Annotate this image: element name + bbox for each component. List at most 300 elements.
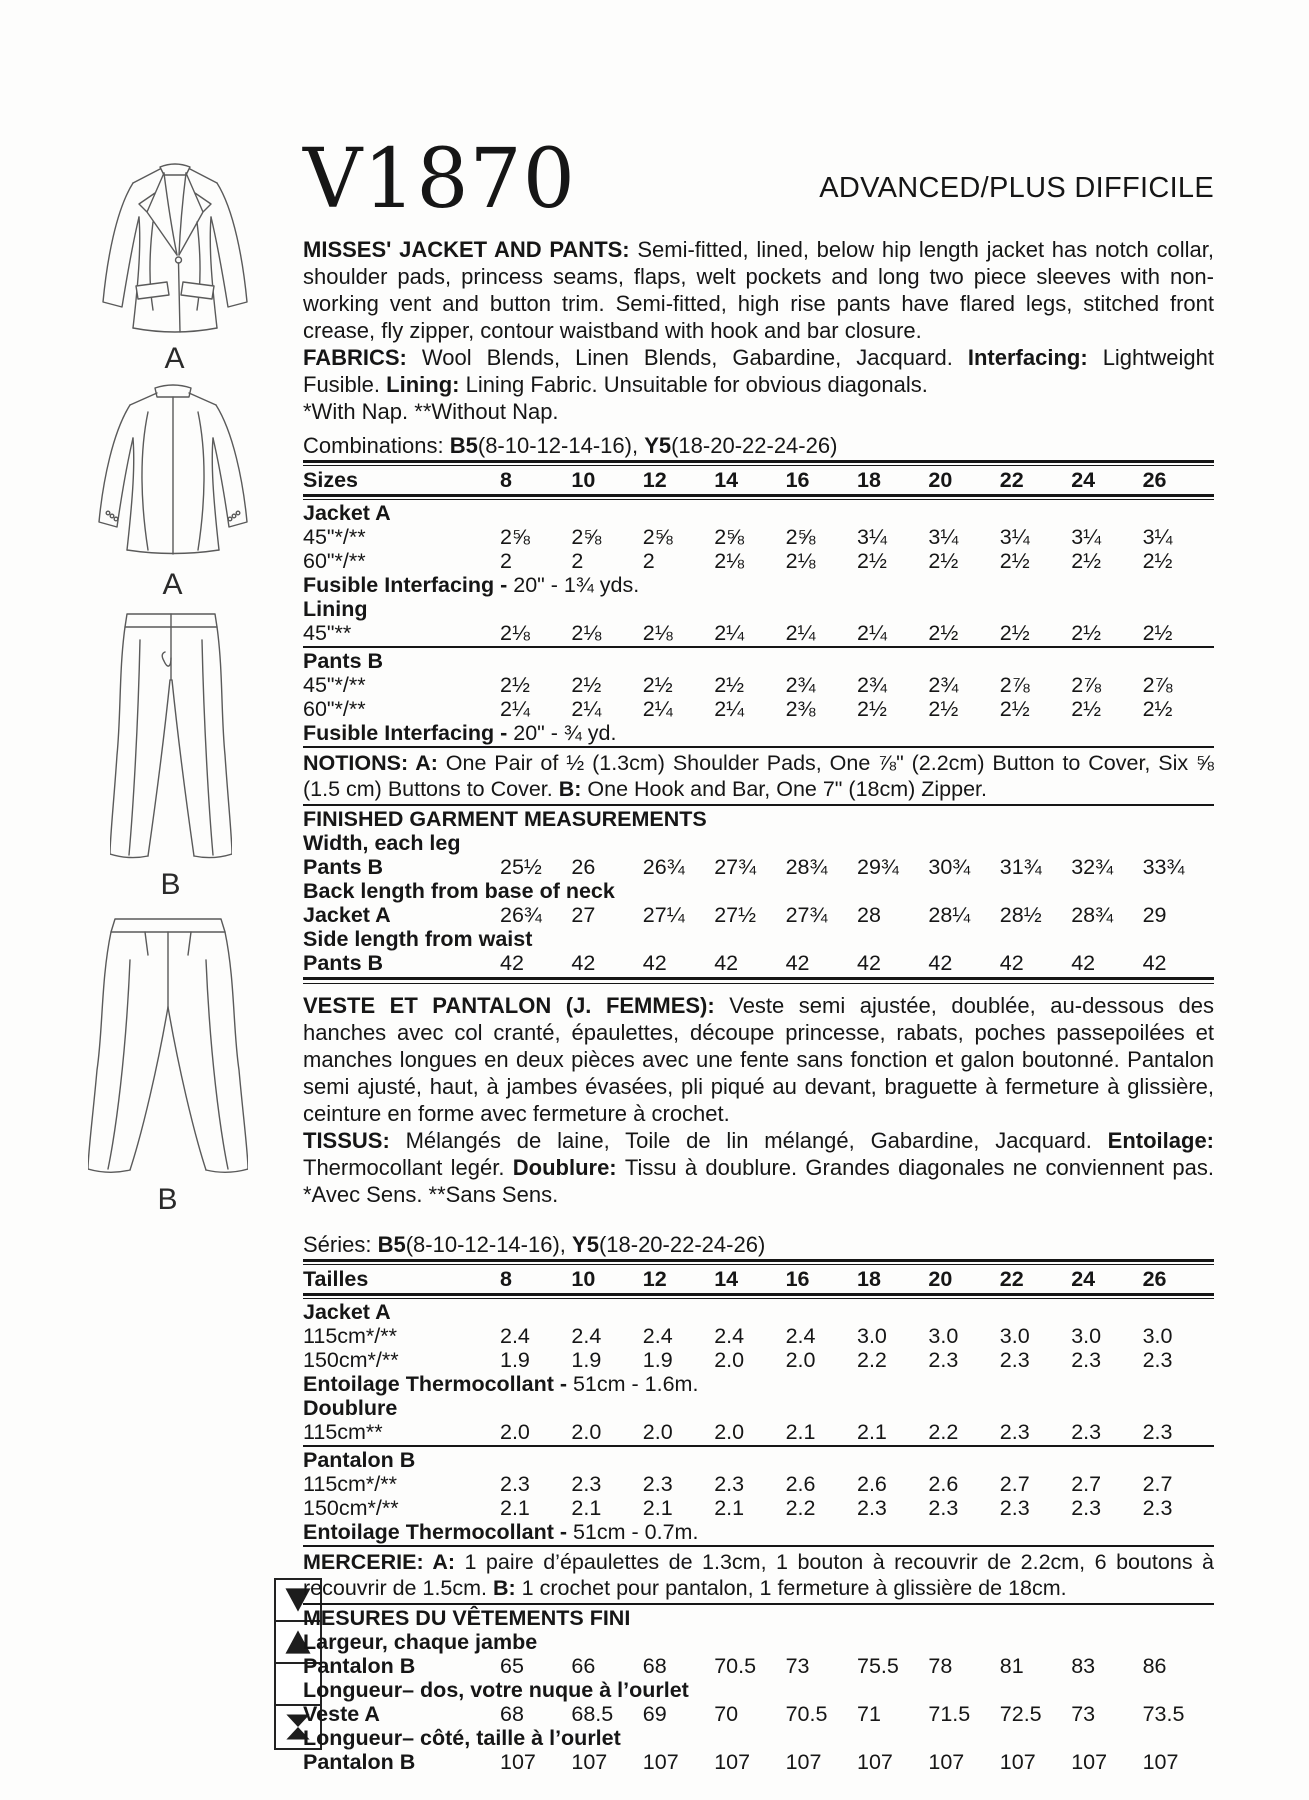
table-section-label [303, 1448, 1214, 1472]
cell-value: 2.0 [642, 1420, 673, 1444]
cell-value: 2⅝ [785, 525, 816, 549]
divider-heavy [303, 977, 1214, 984]
cell-value: 2⅛ [714, 549, 745, 573]
cell-value: 2¾ [857, 673, 887, 697]
cell-value: 27¾ [785, 903, 828, 927]
bold-text: Entoilage Thermocollant - [303, 1520, 573, 1544]
table-rule [303, 460, 1214, 466]
cell-value: 42 [857, 951, 881, 975]
cell-value: 25½ [500, 855, 542, 879]
cell-value: 2⅝ [642, 525, 673, 549]
cell-value: 27½ [714, 903, 757, 927]
bold-text: Fusible Interfacing - [303, 573, 514, 597]
cell-value: 107 [571, 1750, 608, 1774]
text: 1 crochet pour pantalon, 1 fermeture à glissière de 18cm. [521, 1576, 1067, 1600]
text: Lightweight Fusible. [303, 345, 1214, 397]
notions-paragraph [303, 749, 1214, 803]
cell-value: 2½ [714, 673, 745, 697]
divider [303, 804, 1214, 806]
cell-value: 2.2 [785, 1496, 816, 1520]
cell-value: 26 [571, 855, 596, 879]
cell-value: 3.0 [1142, 1324, 1173, 1348]
row-label: 45"** [303, 621, 352, 645]
bold-text: TISSUS: [303, 1128, 406, 1153]
text: Combinations: [303, 433, 450, 458]
cell-value: 2½ [928, 697, 959, 721]
jacket-front-illustration [100, 160, 250, 375]
cell-value: 42 [785, 951, 810, 975]
table-row [303, 697, 1214, 721]
cell-value: 2 [642, 549, 655, 573]
table-row [303, 1324, 1214, 1348]
cell-value: 2⅝ [571, 525, 602, 549]
text: (8-10-12-14-16), [477, 433, 645, 458]
table-row [303, 1420, 1214, 1444]
cell-value: 42 [928, 951, 953, 975]
table-section-label [303, 501, 1214, 525]
cell-value: 42 [500, 951, 524, 975]
table-note [303, 1372, 1214, 1396]
cell-value: 18 [857, 1267, 881, 1291]
table-rule [303, 494, 1214, 500]
cell-value: 3.0 [857, 1324, 887, 1348]
cell-value: 2.4 [500, 1324, 530, 1348]
divider [303, 746, 1214, 748]
table-section-label [303, 649, 1214, 673]
cell-value: 2⅞ [1071, 673, 1102, 697]
table-row [303, 549, 1214, 573]
bold-text: MISSES' JACKET AND PANTS: [303, 237, 638, 262]
row-label: Tailles [303, 1267, 369, 1291]
cell-value: 3.0 [928, 1324, 959, 1348]
table-row [303, 1750, 1214, 1774]
table-row [303, 1348, 1214, 1372]
cell-value: 73 [785, 1654, 810, 1678]
bold-text: Doublure: [512, 1155, 625, 1180]
row-label: Sizes [303, 468, 358, 492]
cell-value: 2⅝ [714, 525, 745, 549]
cell-value: 2.3 [642, 1472, 673, 1496]
cell-value: 10 [571, 1267, 596, 1291]
row-label: 60"*/** [303, 549, 366, 573]
cell-value: 2.1 [500, 1496, 530, 1520]
cell-value: 42 [714, 951, 739, 975]
table-row [303, 903, 1214, 927]
row-label: Longueur– dos, votre nuque à l’ourlet [303, 1678, 689, 1702]
cell-value: 107 [857, 1750, 893, 1774]
cell-value: 81 [999, 1654, 1024, 1678]
table-note [303, 573, 1214, 597]
cell-value: 16 [785, 1267, 810, 1291]
cell-value: 3¼ [857, 525, 887, 549]
difficulty-level: ADVANCED/PLUS DIFFICILE [819, 172, 1214, 204]
cell-value: 86 [1142, 1654, 1167, 1678]
cell-value: 2.2 [857, 1348, 887, 1372]
table-section-label [303, 927, 1214, 951]
cell-value: 73 [1071, 1702, 1096, 1726]
table-header-row [303, 467, 1214, 493]
cell-value: 107 [1142, 1750, 1179, 1774]
bold-text: NOTIONS: A: [303, 751, 446, 775]
cell-value: 70.5 [714, 1654, 757, 1678]
cell-value: 12 [642, 1267, 667, 1291]
cell-value: 2.4 [642, 1324, 673, 1348]
bold-text: Y5 [644, 433, 672, 458]
cell-value: 1.9 [642, 1348, 673, 1372]
text: One Pair of ½ (1.3cm) Shoulder Pads, One ⅞" (2.2cm) Button to Cover, Six ⅝ (1.5 cm) Buttons to Cover. [303, 751, 1214, 801]
row-label: Pantalon B [303, 1750, 416, 1774]
cell-value: 2.3 [999, 1496, 1030, 1520]
cell-value: 24 [1071, 1267, 1096, 1291]
text: 1 paire d’épaulettes de 1.3cm, 1 bouton à recouvrir de 2.2cm, 6 boutons à recouvrir de 1.5cm. [303, 1550, 1215, 1600]
cell-value: 2.3 [999, 1348, 1030, 1372]
cell-value: 2½ [1142, 549, 1173, 573]
cell-value: 28¾ [1071, 903, 1114, 927]
jacket-back-label: A [162, 568, 184, 601]
row-label: Largeur, chaque jambe [303, 1630, 538, 1654]
cell-value: 2.0 [500, 1420, 530, 1444]
row-label: Back length from base of neck [303, 879, 615, 903]
cell-value: 2.6 [928, 1472, 959, 1496]
text: (18-20-22-24-26) [598, 1232, 766, 1257]
cell-value: 2.3 [714, 1472, 745, 1496]
text: 20" - 1¾ yds. [513, 573, 640, 597]
table-row [303, 525, 1214, 549]
table-row [303, 673, 1214, 697]
cell-value: 27¼ [642, 903, 685, 927]
row-label: 150cm*/** [303, 1496, 399, 1520]
table-rule [303, 1445, 1214, 1447]
row-label: Doublure [303, 1396, 398, 1420]
cell-value: 42 [642, 951, 667, 975]
jacket-front-line-art [100, 160, 250, 335]
cell-value: 2½ [857, 697, 887, 721]
jacket-back-line-art [93, 380, 253, 558]
cell-value: 2.3 [999, 1420, 1030, 1444]
bold-text: Entoilage: [1107, 1128, 1215, 1153]
english-description [303, 236, 1214, 344]
table-rule [303, 646, 1214, 648]
cell-value: 42 [1071, 951, 1096, 975]
cell-value: 26¾ [642, 855, 685, 879]
row-label: 115cm** [303, 1420, 383, 1444]
cell-value: 2⅛ [785, 549, 816, 573]
cell-value: 1.9 [500, 1348, 530, 1372]
cell-value: 2¼ [571, 697, 602, 721]
cell-value: 27 [571, 903, 596, 927]
cell-value: 2½ [857, 549, 887, 573]
table-note [303, 1520, 1214, 1544]
cell-value: 2.4 [714, 1324, 745, 1348]
table-row [303, 1654, 1214, 1678]
cell-value: 26 [1142, 1267, 1167, 1291]
text: Mélangés de laine, Toile de lin mélangé, Gabardine, Jacquard. [405, 1128, 1108, 1153]
cell-value: 30¾ [928, 855, 971, 879]
cell-value: 2½ [928, 549, 959, 573]
cell-value: 71.5 [928, 1702, 971, 1726]
bold-text: Interfacing: [967, 345, 1103, 370]
cell-value: 2⅛ [571, 621, 602, 645]
cell-value: 107 [714, 1750, 751, 1774]
cell-value: 2.0 [714, 1420, 745, 1444]
cell-value: 3¼ [928, 525, 959, 549]
text: Séries: [303, 1232, 378, 1257]
table-section-label [303, 1396, 1214, 1420]
finished-measurements-table [303, 831, 1214, 975]
cell-value: 73.5 [1142, 1702, 1185, 1726]
cell-value: 26¾ [500, 903, 542, 927]
table-section-label [303, 1726, 1214, 1750]
table-section-label [303, 1678, 1214, 1702]
cell-value: 2¼ [785, 621, 816, 645]
table-row [303, 951, 1214, 975]
pants-back-illustration [88, 915, 248, 1215]
row-label: Pants B [303, 855, 384, 879]
french-tissus [303, 1127, 1214, 1208]
cell-value: 2½ [1142, 621, 1173, 645]
cell-value: 2.3 [1142, 1420, 1173, 1444]
bold-text: MERCERIE: A: [303, 1550, 465, 1574]
cell-value: 2⅛ [500, 621, 530, 645]
cell-value: 107 [642, 1750, 679, 1774]
cell-value: 72.5 [999, 1702, 1042, 1726]
cell-value: 29¾ [857, 855, 899, 879]
cell-value: 42 [999, 951, 1024, 975]
cell-value: 68 [500, 1702, 524, 1726]
bold-text: Y5 [572, 1232, 599, 1257]
table-row [303, 1496, 1214, 1520]
cell-value: 2.7 [999, 1472, 1030, 1496]
bold-text: FABRICS: [303, 345, 422, 370]
row-label: Veste A [303, 1702, 380, 1726]
cell-value: 2.3 [1071, 1420, 1102, 1444]
cell-value: 12 [642, 468, 667, 492]
cell-value: 2.1 [857, 1420, 887, 1444]
text: Tissu à doublure. Grandes diagonales ne conviennent pas. *Avec Sens. **Sans Sens. [303, 1155, 1214, 1207]
cell-value: 2.7 [1071, 1472, 1102, 1496]
english-fabrics [303, 344, 1214, 398]
cell-value: 2.4 [571, 1324, 602, 1348]
table-section-label [303, 831, 1214, 855]
row-label: Jacket A [303, 501, 391, 525]
table-note [303, 721, 1214, 745]
bold-text: Entoilage Thermocollant - [303, 1372, 573, 1396]
row-label: 150cm*/** [303, 1348, 399, 1372]
cell-value: 2.0 [571, 1420, 602, 1444]
divider [303, 1603, 1214, 1605]
series-line [303, 1232, 1214, 1258]
bold-text: B: [492, 1576, 522, 1600]
cell-value: 2 [571, 549, 584, 573]
cell-value: 65 [500, 1654, 524, 1678]
bold-text: B: [558, 777, 588, 801]
pants-back-label: B [157, 1183, 179, 1216]
table-section-label [303, 1300, 1214, 1324]
row-label: 60"*/** [303, 697, 366, 721]
pants-front-label: B [160, 868, 182, 901]
cell-value: 2¼ [642, 697, 673, 721]
cell-value: 2.3 [1071, 1348, 1102, 1372]
cell-value: 66 [571, 1654, 596, 1678]
table-row [303, 1702, 1214, 1726]
cell-value: 2⅞ [1142, 673, 1173, 697]
cell-value: 2¼ [714, 621, 745, 645]
cell-value: 68.5 [571, 1702, 614, 1726]
cell-value: 2½ [999, 549, 1030, 573]
cell-value: 31¾ [999, 855, 1042, 879]
cell-value: 2.7 [1142, 1472, 1173, 1496]
cell-value: 2½ [999, 697, 1030, 721]
combinations-line [303, 433, 1214, 459]
pants-front-line-art [110, 610, 232, 862]
cell-value: 2.3 [500, 1472, 530, 1496]
cell-value: 71 [857, 1702, 881, 1726]
row-label: Pantalon B [303, 1448, 416, 1472]
cell-value: 68 [642, 1654, 667, 1678]
cell-value: 2.1 [714, 1496, 745, 1520]
row-label: Lining [303, 597, 368, 621]
cell-value: 10 [571, 468, 596, 492]
bold-text: B5 [377, 1232, 406, 1257]
cell-value: 28 [857, 903, 881, 927]
cell-value: 20 [928, 468, 953, 492]
table-section-label [303, 1630, 1214, 1654]
yardage-table-metric [303, 1259, 1214, 1544]
jacket-back-illustration [93, 380, 253, 602]
cell-value: 2.3 [928, 1348, 959, 1372]
mesures-table [303, 1630, 1214, 1774]
bold-text: Fusible Interfacing - [303, 721, 514, 745]
row-label: 115cm*/** [303, 1472, 398, 1496]
jacket-front-label: A [164, 342, 186, 375]
cell-value: 14 [714, 1267, 739, 1291]
title-bar [303, 126, 1214, 226]
cell-value: 2¾ [785, 673, 816, 697]
text: (8-10-12-14-16), [405, 1232, 573, 1257]
cell-value: 2¼ [857, 621, 887, 645]
text: One Hook and Bar, One 7" (18cm) Zipper. [587, 777, 987, 801]
cell-value: 2.6 [785, 1472, 816, 1496]
cell-value: 107 [999, 1750, 1036, 1774]
text: Thermocollant legér. [303, 1155, 513, 1180]
cell-value: 27¾ [714, 855, 757, 879]
cell-value: 107 [928, 1750, 965, 1774]
cell-value: 107 [785, 1750, 822, 1774]
cell-value: 28¾ [785, 855, 828, 879]
row-label: 45"*/** [303, 525, 366, 549]
cell-value: 22 [999, 468, 1024, 492]
cell-value: 2¼ [500, 697, 530, 721]
cell-value: 2.3 [1071, 1496, 1102, 1520]
cell-value: 2.3 [1142, 1348, 1173, 1372]
cell-value: 2½ [928, 621, 959, 645]
cell-value: 2.0 [785, 1348, 816, 1372]
row-label: Pants B [303, 951, 384, 975]
text: Semi-fitted, lined, below hip length jacket has notch collar, shoulder pads, princess seams, flaps, welt pockets and long two piece sleeves with non-working vent and button trim. Semi-fitted, high rise pants have flared legs, stitched front crease, fly zipper, contour waistband with hook and bar closure. [303, 237, 1214, 343]
cell-value: 70 [714, 1702, 739, 1726]
cell-value: 2.6 [857, 1472, 887, 1496]
pants-front-illustration [110, 610, 232, 900]
cell-value: 20 [928, 1267, 953, 1291]
row-label: 115cm*/** [303, 1324, 398, 1348]
main-text-column [303, 126, 1214, 1774]
table-row [303, 1472, 1214, 1496]
row-label: Side length from waist [303, 927, 533, 951]
cell-value: 8 [500, 1267, 512, 1291]
bold-text: Lining: [386, 372, 466, 397]
cell-value: 2⅝ [500, 525, 530, 549]
text: 51cm - 0.7m. [572, 1520, 699, 1544]
text: 51cm - 1.6m. [572, 1372, 699, 1396]
pattern-number: V1870 [303, 132, 576, 227]
table-rule [303, 1293, 1214, 1299]
cell-value: 24 [1071, 468, 1096, 492]
cell-value: 33¾ [1142, 855, 1185, 879]
cell-value: 75.5 [857, 1654, 899, 1678]
cell-value: 2.4 [785, 1324, 816, 1348]
row-label: Jacket A [303, 1300, 391, 1324]
table-section-label [303, 597, 1214, 621]
cell-value: 42 [1142, 951, 1167, 975]
row-label: Pants B [303, 649, 384, 673]
cell-value: 78 [928, 1654, 953, 1678]
cell-value: 22 [999, 1267, 1024, 1291]
table-row [303, 855, 1214, 879]
cell-value: 2½ [999, 621, 1030, 645]
cell-value: 107 [500, 1750, 536, 1774]
cell-value: 28¼ [928, 903, 971, 927]
cell-value: 42 [571, 951, 596, 975]
cell-value: 2½ [642, 673, 673, 697]
cell-value: 29 [1142, 903, 1167, 927]
cell-value: 16 [785, 468, 810, 492]
cell-value: 2½ [500, 673, 530, 697]
yardage-table-imperial [303, 460, 1214, 745]
cell-value: 107 [1071, 1750, 1108, 1774]
finished-measurements-title: FINISHED GARMENT MEASUREMENTS [303, 807, 707, 831]
cell-value: 8 [500, 468, 512, 492]
mesures-title: MESURES DU VÊTEMENTS FINI [303, 1606, 631, 1630]
cell-value: 2.3 [1142, 1496, 1173, 1520]
cell-value: 2½ [1071, 549, 1102, 573]
table-header-row [303, 1266, 1214, 1292]
cell-value: 70.5 [785, 1702, 828, 1726]
cell-value: 2⅞ [999, 673, 1030, 697]
cell-value: 2¾ [928, 673, 959, 697]
cell-value: 2 [500, 549, 512, 573]
cell-value: 2¼ [714, 697, 745, 721]
cell-value: 2½ [1142, 697, 1173, 721]
cell-value: 69 [642, 1702, 667, 1726]
cell-value: 2.1 [571, 1496, 602, 1520]
pants-back-line-art [88, 915, 248, 1177]
bold-text: B5 [449, 433, 478, 458]
cell-value: 2.0 [714, 1348, 745, 1372]
text: (18-20-22-24-26) [671, 433, 838, 458]
cell-value: 32¾ [1071, 855, 1114, 879]
cell-value: 28½ [999, 903, 1042, 927]
divider [303, 1545, 1214, 1547]
bold-text: VESTE ET PANTALON (J. FEMMES): [303, 993, 730, 1018]
mercerie-paragraph [303, 1548, 1214, 1602]
cell-value: 2.3 [857, 1496, 887, 1520]
text: Veste semi ajustée, doublée, au-dessous des hanches avec col cranté, épaulettes, découpe princesse, rabats, poches passepoilées et manches longues en deux pièces avec une fente sans fonction et galon boutonné. Pantalon semi ajusté, haut, à jambes évasées, pli piqué au devant, braguette à fermeture à glissière, ceinture en forme avec fermeture à crochet. [303, 993, 1214, 1126]
cell-value: 14 [714, 468, 739, 492]
french-description [303, 992, 1214, 1127]
cell-value: 2½ [1071, 697, 1102, 721]
cell-value: 2.3 [571, 1472, 602, 1496]
cell-value: 2⅛ [642, 621, 673, 645]
